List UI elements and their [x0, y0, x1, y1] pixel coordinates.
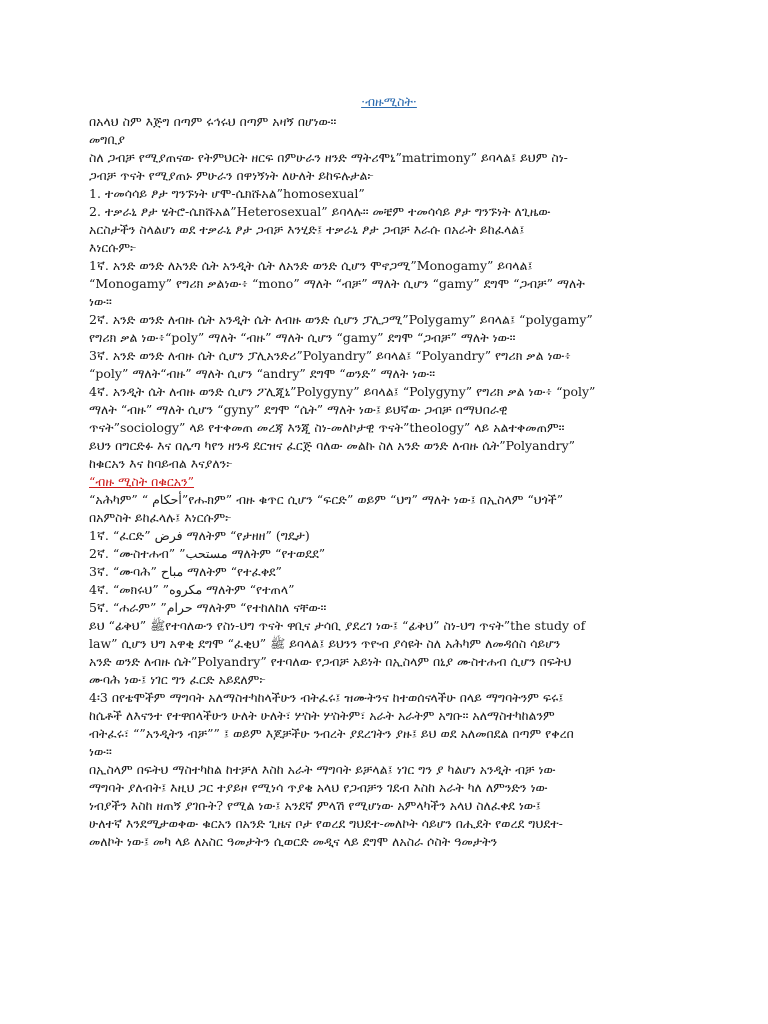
text-line: “poly” ማለት“ብዙ” ማለት ሲሆን “andry” ደግሞ “ወንድ” ማለት ነው።: [89, 366, 436, 381]
text-line: ይህን በግርድፉ እና በሌጣ ካየን ዘንዳ ደርዝና ፈርጅ ባለው መልኩ ስለ አንድ ወንድ ለብዙ ሴት”Polyandry”: [89, 438, 576, 453]
text-line: በአላህ ስም እጅግ በጣም ሩኅሩህ በጣም አዛኝ በሆነው።: [89, 114, 337, 129]
text-line: ጋብቻ ጥናት የሚያጠኑ ምሁራን በዋነኝነት ለሁለት ይከፍሉታል፦: [89, 168, 375, 183]
text-line: ነብያችን እስከ ዘጠኝ ያገቡት? የሚል ነው፤ አንደኛ ምላሽ የሚሆነው አምላካችን አላህ ስለፈቀደ ነው፤: [89, 798, 541, 813]
text-line: 1ኛ. አንድ ወንድ ለአንድ ሴት አንዲት ሴት ለአንድ ወንድ ሲሆን ሞኖጋሚ”Monogamy” ይባላል፤: [89, 258, 533, 273]
text-line: መለኮት ነው፤ መካ ላይ ለአስር ዓመታትን ሲወርድ መዲና ላይ ደግሞ ለአስራ ሶስት ዓመታትን: [89, 834, 498, 849]
text-line: መግቢያ: [89, 132, 125, 147]
body-text: [89, 491, 689, 851]
text-line: 3ኛ. አንድ ወንድ ለብዙ ሴት ሲሆን ፓሊአንድሪ”Polyandry” ይባላል፤ “Polyandry” የግሪክ ቃል ነው፥: [89, 348, 572, 363]
text-line: ሁለተኛ እንደሚታወቀው ቁርአን በአንድ ጊዜና ቦታ የወረደ ግህደተ-መለኮት ሳይሆን በሒደት የወረደ ግህደተ-: [89, 816, 563, 831]
text-line: የግሪክ ቃል ነው፥“poly” ማለት “ብዙ” ማለት ሲሆን “gamy” ደግሞ “ጋብቻ” ማለት ነው።: [89, 330, 516, 345]
text-line: ጥናት”sociology” ላይ የተቀመጠ መረጃ እንጂ ስነ-መለኮታዊ ጥናት”theology” ላይ አልተቀመጠም።: [89, 420, 565, 435]
text-line: እነርሱም፦: [89, 240, 137, 255]
text-line: 2. ተቃራኒ ፆታ ሄትሮ-ሴክሹአል”Heterosexual” ይባላሉ። መቼም ተመሳሳይ ፆታ ግንኙነት ለጊዜው: [89, 204, 551, 219]
text-line: “አሕካም” “ أحكام”የሑክም” ብዙ ቁጥር ሲሆን “ፍርድ” ወይም “ህግ” ማለት ነው፤ በኢስላም “ህጎች”: [89, 492, 564, 507]
text-line: ነው።: [89, 294, 112, 309]
text-line: 3ኛ. “ሙባሕ” مباح ማለትም “የተፈቀደ”: [89, 564, 282, 579]
text-line: ማለት “ብዙ” ማለት ሲሆን “gyny” ደግሞ “ሴት” ማለት ነው፤ ይህኛው ጋብቻ በማህበራዊ: [89, 402, 508, 417]
text-line: 5ኛ. “ሐራም” ”حرام ማለትም “የተከለከለ ናቸው።: [89, 600, 327, 615]
text-line: “Monogamy” የግሪክ ቃልነው፥ “mono” ማለት “ብቻ” ማለት ሲሆን “gamy” ደግሞ “ጋብቻ” ማለት: [89, 276, 585, 291]
intro-text: [89, 113, 689, 473]
text-line: ከሴቶች ለእናንተ የተዋበላችሁን ሁለት ሁለት፣ ሦስት ሦስትም፣ አራት አራትም አግቡ። አለማስተካከልንም: [89, 708, 555, 723]
text-line: አንድ ወንድ ለብዙ ሴት”Polyandry” የተባለው የጋብቻ አይነት በኢስላም በኒያ ሙስተሐብ ሲሆን በፍትህ: [89, 654, 572, 669]
text-line: ሙባሕ ነው፤ ነገር ግን ፈርድ አይደለም፦: [89, 672, 266, 687]
text-line: 2ኛ. “ሙስተሐብ” ”مستحب ማለትም “የተወደደ”: [89, 546, 326, 561]
text-line: ማግባት ያለብት፤ እዚህ ጋር ተያይዞ የሚነሳ ጥያቄ አላህ የጋብቻን ገደብ እስከ አራት ካለ ለምንድን ነው: [89, 780, 548, 795]
text-line: በአምስት ይከፈላሉ፤ እነርሱም፦: [89, 510, 232, 525]
text-line: ይህ “ፊቅህ” ﷺየተባለውን የስነ-ህግ ጥናት ዋቢና ታሳቢ ያደረገ ነው፤ “ፊቅህ” ስነ-ህግ ጥናት”the study of: [89, 618, 586, 633]
text-line: 4ኛ. አንዲት ሴት ለብዙ ወንድ ሲሆን ፖሊጂኒ”Polygyny” ይባላል፤ “Polygyny” የግሪክ ቃል ነው፥ “poly”: [89, 384, 596, 399]
text-line: ስለ ጋብቻ የሚያጠናው የትምህርት ዘርፍ በምሁራን ዘንድ ማትሪሞኒ”matrimony” ይባላል፤ ይህም ስነ-: [89, 150, 568, 165]
text-line: ነው።: [89, 744, 112, 759]
text-line: 1. ተመሳሳይ ፆታ ግንኙነት ሆሞ-ሴክሹአል”homosexual”: [89, 186, 365, 201]
text-line: ከቁርአን እና ከባይብል እናያለን፦: [89, 456, 233, 471]
text-line: 4ኛ. “መክሩህ” ”مكروه ማለትም “የተጠላ”: [89, 582, 295, 597]
text-line: 1ኛ. “ፈርድ” فرض ማለትም “የታዘዘ” (ግዴታ): [89, 528, 310, 543]
text-line: ብትፈሩ፣ “”አንዲትን ብቻ”” ፤ ወይም እጆቻችሁ ንብረት ያደረገትን ያዙ፤ ይህ ወደ አለመበደል በጣም የቀረበ: [89, 726, 574, 741]
text-line: law” ሲሆን ህግ አዋቂ ደግሞ “ፈቂህ” ﷺ ይባላል፤ ይህንን ጥዮብ ያሳዩት ስለ አሕካም ለመዳሰስ ሳይሆን: [89, 636, 561, 651]
text-line: አርስታችን ስላልሆነ ወደ ተቃራኒ ፆታ ጋብቻ እንሂድ፤ ተቃራኒ ፆታ ጋብቻ እራሱ በአራት ይከፈላል፤: [89, 222, 525, 237]
text-line: 4፡3 በየቴሞችም ማግባት አለማስተካከላችሁን ብትፈሩ፤ ዝሙትንና ከተወሰናላችሁ በላይ ማግባትንም ፍሩ፤: [89, 690, 564, 705]
text-line: በኢስላም በፍትህ ማስተካከል ከተቻለ እስከ አራት ማግባት ይቻላል፤ ነገር ግን ያ ካልሆነ አንዲት ብቻ ነው: [89, 762, 556, 777]
text-line: 2ኛ. አንድ ወንድ ለብዙ ሴት አንዲት ሴት ለብዙ ወንድ ሲሆን ፓሊጋሚ”Polygamy” ይባላል፤ “polygamy”: [89, 312, 593, 327]
document-body: [89, 93, 689, 851]
page-title: ·ብዙሚስት·: [361, 94, 417, 109]
section-heading: “ብዙ ሚስት በቁርአን”: [89, 474, 195, 489]
